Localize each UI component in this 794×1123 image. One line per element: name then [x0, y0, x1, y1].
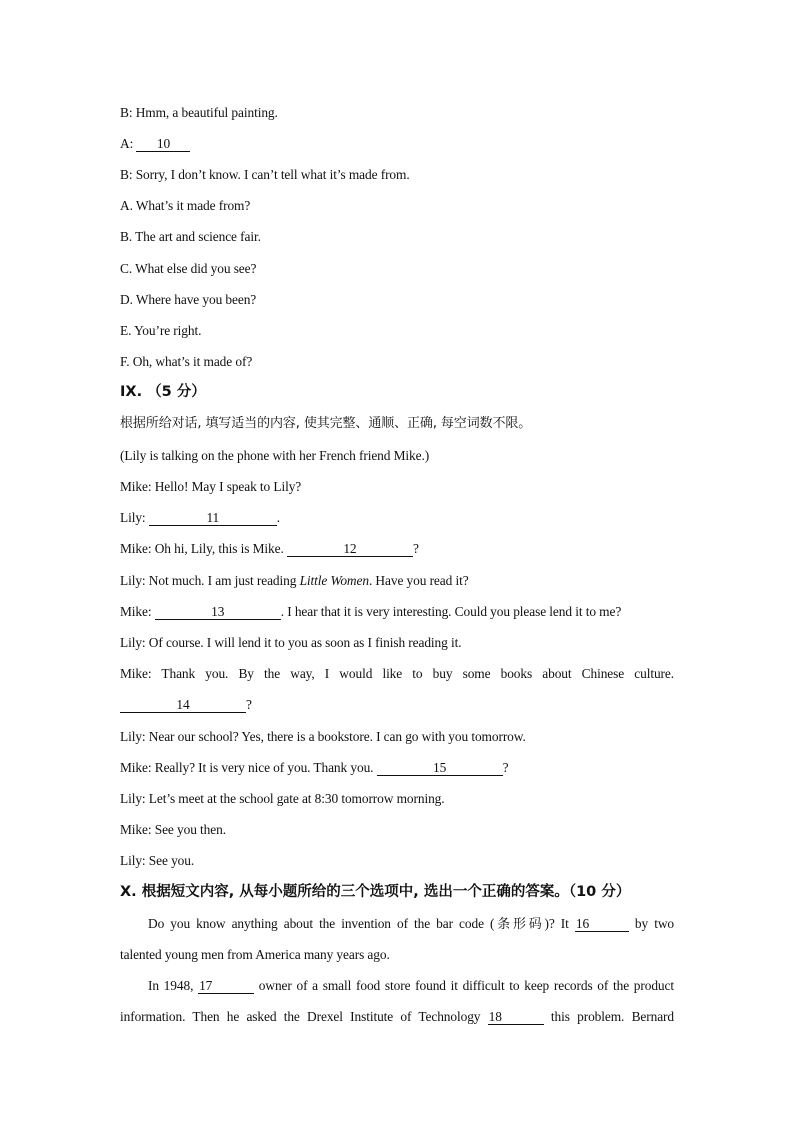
answer-blank-11[interactable]: 11	[149, 510, 277, 526]
answer-blank-14[interactable]: 14	[120, 697, 246, 713]
book-title: Little Women	[299, 573, 369, 588]
dialog-line-6: Lily: Of course. I will lend it to you as soon as I finish reading it.	[120, 635, 462, 650]
dialog-line-b1: B: Hmm, a beautiful painting.	[120, 105, 278, 120]
dialog-line-a	[120, 134, 190, 154]
dialog-line-12: Mike: See you then.	[120, 822, 226, 837]
dialog-context: (Lily is talking on the phone with her French friend Mike.)	[120, 448, 430, 463]
dialog-line-9: Lily: Near our school? Yes, there is a bookstore. I can go with you tomorrow.	[120, 729, 526, 744]
section-10-heading: X. 根据短文内容, 从每小题所给的三个选项中, 选出一个正确的答案。（10 分）	[120, 884, 631, 900]
dialog-line-1: Mike: Hello! May I speak to Lily?	[120, 479, 302, 494]
option-e: E. You’re right.	[120, 323, 202, 338]
dialog-line-10: Mike: Really? It is very nice of you. Thank you. 15 ?	[120, 760, 509, 775]
dialog-line-11: Lily: Let’s meet at the school gate at 8:30 tomorrow morning.	[120, 791, 445, 806]
dialog-line-13: Lily: See you.	[120, 853, 195, 868]
option-a: A. What’s it made from?	[120, 198, 251, 213]
dialog-line-5: Mike: 13 . I hear that it is very interesting. Could you please lend it to me?	[120, 604, 622, 619]
option-d: D. Where have you been?	[120, 292, 257, 307]
answer-blank-10[interactable]: 10	[136, 136, 190, 152]
dialog-line-8: 14 ?	[120, 695, 252, 715]
answer-blank-15[interactable]: 15	[377, 760, 503, 776]
answer-blank-16[interactable]: 16	[575, 916, 629, 932]
dialog-line-2: Lily: 11 .	[120, 510, 281, 525]
speaker-label: A:	[120, 136, 137, 151]
dialog-line-4: Lily: Not much. I am just reading Little Women. Have you read it?	[120, 573, 469, 588]
answer-blank-13[interactable]: 13	[155, 604, 281, 620]
passage-line-1: Do you know anything about the invention of the bar code (条形码)? It 16 by two	[148, 916, 674, 932]
section-9-instruction: 根据所给对话, 填写适当的内容, 使其完整、通顺、正确, 每空词数不限。	[120, 416, 532, 431]
option-f: F. Oh, what’s it made of?	[120, 354, 253, 369]
passage-line-4: information. Then he asked the Drexel Institute of Technology 18 this problem. Bernard	[120, 1009, 674, 1024]
dialog-line-7: Mike: Thank you. By the way, I would like to buy some books about Chinese culture.	[120, 666, 674, 681]
answer-blank-12[interactable]: 12	[287, 541, 413, 557]
passage-line-2: talented young men from America many years ago.	[120, 947, 390, 962]
answer-blank-18[interactable]: 18	[488, 1009, 544, 1025]
option-b: B. The art and science fair.	[120, 229, 261, 244]
answer-blank-17[interactable]: 17	[198, 978, 254, 994]
dialog-line-b2: B: Sorry, I don’t know. I can’t tell what it’s made from.	[120, 167, 410, 182]
section-9-heading: IX. （5 分）	[120, 384, 206, 400]
passage-line-3: In 1948, 17 owner of a small food store found it difficult to keep records of the product	[148, 978, 674, 993]
option-c: C. What else did you see?	[120, 261, 257, 276]
dialog-line-3: Mike: Oh hi, Lily, this is Mike. 12 ?	[120, 541, 419, 556]
